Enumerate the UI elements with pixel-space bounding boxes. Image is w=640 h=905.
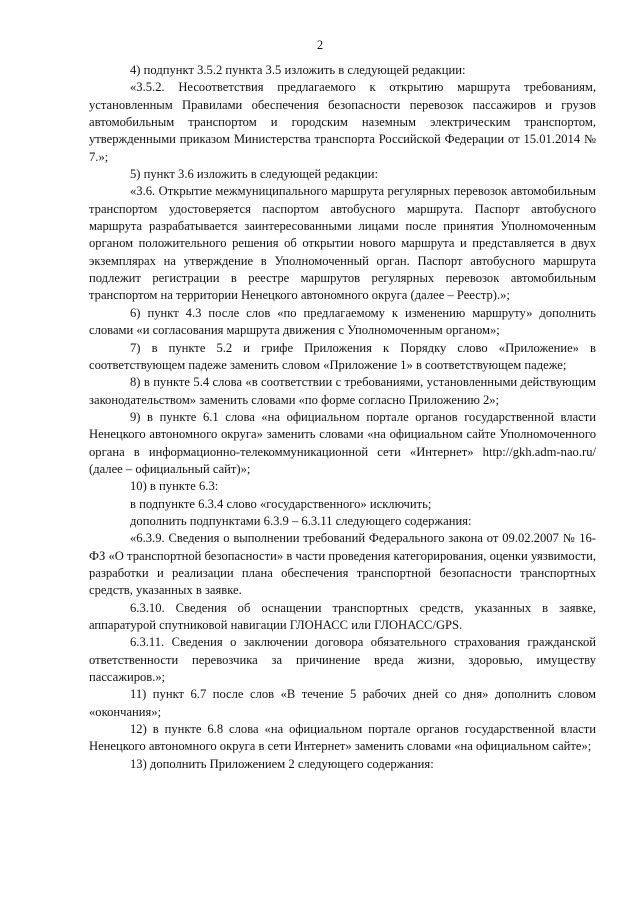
paragraph-9: 9) в пункте 6.1 слова «на официальном портале органов государственной власти Ненецкого автономного округа» заменить словами «на официальном сайте Уполномоченного органа в информационно-телекоммуникационной сети «Интернет» http://gkh.adm-nao.ru/ (далее – официальный сайт)»; bbox=[89, 409, 596, 476]
paragraph-7: 7) в пункте 5.2 и грифе Приложения к Порядку слово «Приложение» в соответствующем падеже заменить словом «Приложение 1» в соответствующем падеже; bbox=[89, 340, 596, 372]
paragraph-4: 4) подпункт 3.5.2 пункта 3.5 изложить в следующей редакции: bbox=[130, 63, 466, 77]
paragraph-11: 11) пункт 6.7 после слов «В течение 5 рабочих дней со дня» дополнить словом «окончания»; bbox=[89, 687, 596, 719]
paragraph-5: 5) пункт 3.6 изложить в следующей редакции: bbox=[130, 167, 378, 182]
paragraph-6-3-9: «6.3.9. Сведения о выполнении требований Федерального закона от 09.02.2007 № 16-ФЗ «О транспортной безопасности» в части проведения категорирования, оценки уязвимости, разработки и реализации плана обеспечения транспортной безопасности транспортных средств, указанных в заявке. bbox=[89, 531, 596, 598]
paragraph-10-b: дополнить подпунктами 6.3.9 – 6.3.11 следующего содержания: bbox=[130, 513, 472, 528]
paragraph-10-a: в подпункте 6.3.4 слово «государственного» исключить; bbox=[130, 496, 432, 511]
paragraph-10: 10) в пункте 6.3: bbox=[130, 479, 219, 494]
paragraph-3-5-2-text: «3.5.2. Несоответствия предлагаемого к открытию маршрута требованиям, установленным Правилами обеспечения безопасности перевозок пассажиров и грузов автомобильным транспортом и городским наземным электрическим транспортом, утвержденными приказом Министерства транспорта Российской Федерации от 15.01.2014 № 7.»; bbox=[89, 80, 596, 164]
paragraph-8: 8) в пункте 5.4 слова «в соответствии с требованиями, установленными действующим законодательством» заменить словами «по форме согласно Приложению 2»; bbox=[89, 375, 596, 407]
paragraph-6-3-11: 6.3.11. Сведения о заключении договора обязательного страхования гражданской ответственности перевозчика за причинение вреда жизни, здоровью, имуществу пассажиров.»; bbox=[89, 635, 596, 685]
paragraph-3-6-text: «3.6. Открытие межмуниципального маршрута регулярных перевозок автомобильным транспортом удостоверяется паспортом автобусного маршрута. Паспорт автобусного маршрута разрабатывается заинтересованными лицами после принятия Уполномоченным органом положительного решения об открытии нового маршрута и представляется в двух экземплярах на утверждение в Уполномоченный орган. Паспорт автобусного маршрута подлежит регистрации в реестре маршрутов регулярных перевозок автомобильным транспортом на территории Ненецкого автономного округа (далее – Реестр).»; bbox=[89, 184, 596, 303]
document-body bbox=[89, 62, 596, 773]
paragraph-6-3-10: 6.3.10. Сведения об оснащении транспортных средств, указанных в заявке, аппаратурой спутниковой навигации ГЛОНАСС или ГЛОНАСС/GPS. bbox=[89, 600, 596, 632]
paragraph-12: 12) в пункте 6.8 слова «на официальном портале органов государственной власти Ненецкого автономного округа в сети Интернет» заменить словами «на официальном сайте»; bbox=[89, 722, 596, 754]
paragraph-6: 6) пункт 4.3 после слов «по предлагаемому к изменению маршруту» дополнить словами «и согласования маршрута движения с Уполномоченным органом»; bbox=[89, 305, 596, 338]
page-number: 2 bbox=[316, 38, 324, 52]
paragraph-13: 13) дополнить Приложением 2 следующего содержания: bbox=[130, 756, 434, 771]
